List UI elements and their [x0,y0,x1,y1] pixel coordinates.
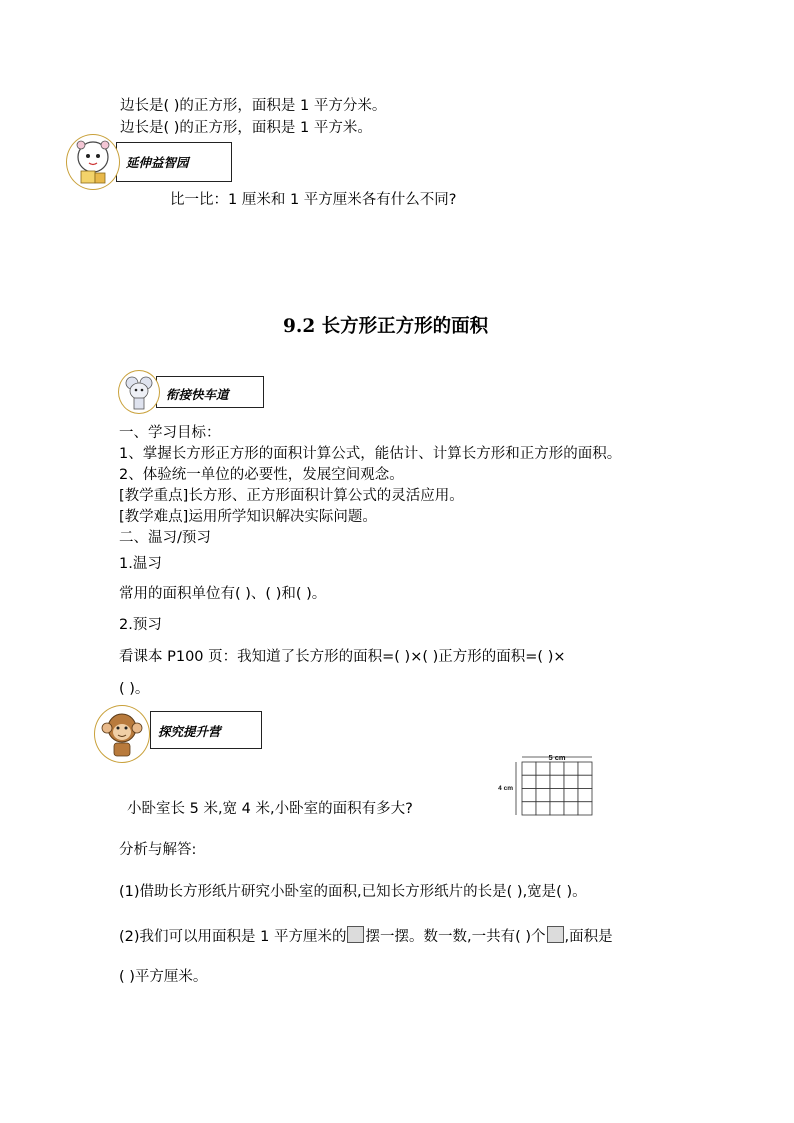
grid-cell [578,802,592,815]
review-question-2-cont: ( )。 [119,681,150,697]
step-2-part-c: ,面积是 [564,929,613,945]
grid-cell [536,775,550,788]
grid-cell [578,762,592,775]
review-heading: 二、温习/预习 [119,530,211,546]
teaching-key-point: [教学重点]长方形、正方形面积计算公式的灵活应用。 [119,488,464,504]
step-2-part-a: (2)我们可以用面积是 1 平方厘米的 [119,929,347,945]
top-line-2: 边长是( )的正方形，面积是 1 平方米。 [120,120,372,136]
review-sub-2: 2.预习 [119,617,162,633]
unit-square-icon [547,926,564,943]
compare-question: 比一比：1 厘米和 1 平方厘米各有什么不同? [170,192,457,208]
girl-reading-icon [66,134,120,190]
grid-diagram [500,750,600,818]
grid-cell [536,802,550,815]
grid-cell [578,775,592,788]
step-3: ( )平方厘米。 [119,969,208,985]
grid-cell [522,789,536,802]
grid-cell [564,775,578,788]
banner-label: 延伸益智园 [126,155,189,170]
grid-cell [578,789,592,802]
review-question-2: 看课本 P100 页：我知道了长方形的面积=( )×( )正方形的面积=( )× [119,649,566,665]
banner-explore [92,705,267,765]
monkey-icon [94,705,150,763]
grid-cells [522,762,592,815]
grid-cell [564,789,578,802]
width-label: 5 cm [548,753,566,762]
grid-cell [550,775,564,788]
step-2-part-b: 摆一摆。数一数,一共有( )个 [365,929,546,945]
banner-extension [64,134,239,194]
review-sub-1: 1.温习 [119,556,162,572]
grid-cell [550,762,564,775]
review-question-1: 常用的面积单位有( )、( )和( )。 [119,586,327,602]
height-label: 4 cm [498,785,513,792]
grid-cell [564,802,578,815]
grid-cell [564,762,578,775]
goals-heading: 一、学习目标： [119,425,221,441]
grid-cell [550,802,564,815]
unit-square-icon [347,926,364,943]
analysis-heading: 分析与解答: [119,842,197,858]
page-title: 9.2 长方形正方形的面积 [283,316,489,337]
step-2 [119,926,613,945]
goal-item-2: 2、体验统一单位的必要性，发展空间观念。 [119,467,404,483]
step-1: (1)借助长方形纸片研究小卧室的面积,已知长方形纸片的长是( ),宽是( )。 [119,884,587,900]
grid-cell [522,802,536,815]
top-line-1: 边长是( )的正方形，面积是 1 平方分米。 [120,98,387,114]
goal-item-1: 1、掌握长方形正方形的面积计算公式，能估计、计算长方形和正方形的面积。 [119,446,622,462]
grid-cell [522,775,536,788]
grid-cell [522,762,536,775]
teaching-difficulty: [教学难点]运用所学知识解决实际问题。 [119,509,377,525]
grid-cell [550,789,564,802]
banner-bridge [116,370,271,415]
grid-cell [536,789,550,802]
grid-cell [536,762,550,775]
mouse-icon [118,370,160,414]
banner-label: 探究提升营 [158,724,221,739]
banner-label: 衔接快车道 [166,387,229,402]
problem-question: 小卧室长 5 米,宽 4 米,小卧室的面积有多大? [127,801,413,817]
